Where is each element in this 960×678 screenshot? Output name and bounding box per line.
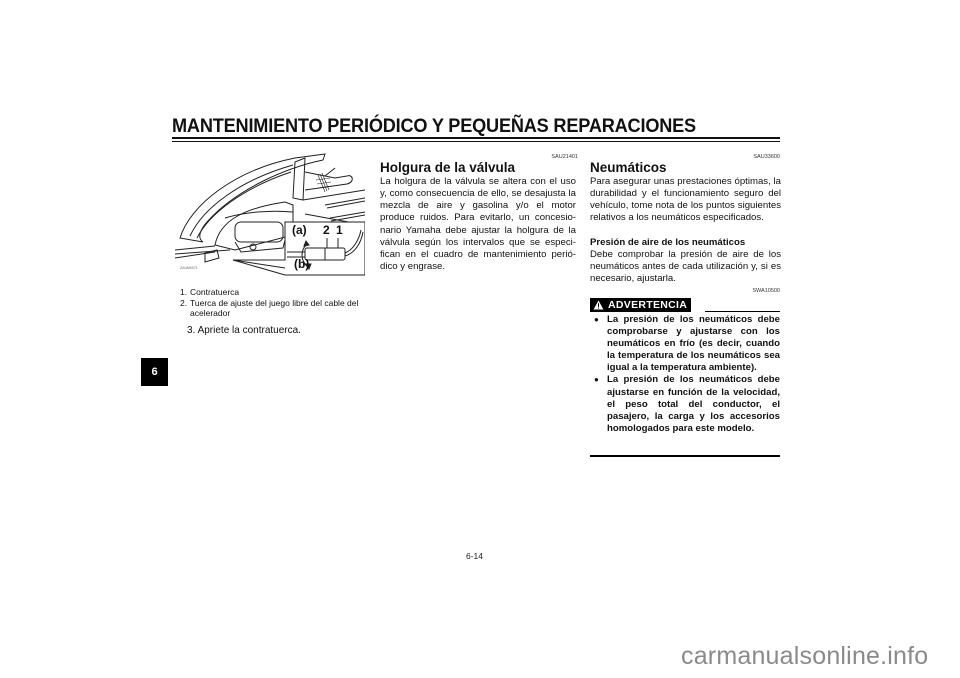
warning-label: ADVERTENCIA <box>608 299 688 311</box>
subsection-heading: Presión de aire de los neumáticos <box>590 237 746 248</box>
legend-item: 1. Contratuerca <box>180 287 240 297</box>
throttle-grip-illustration <box>175 150 365 280</box>
legend-item: 2. Tuerca de ajuste del juego libre del cable del acelerador <box>180 297 359 318</box>
warning-code: SWA10500 <box>752 288 780 294</box>
header-rule-thick <box>172 137 780 139</box>
bullet-icon: ● <box>594 315 599 324</box>
illus-label-a: (a) <box>292 223 307 237</box>
procedure-step: 3. Apriete la contratuerca. <box>187 325 301 336</box>
chapter-tab: 6 <box>141 358 168 386</box>
illustration-legend <box>180 287 365 319</box>
warning-header <box>590 298 780 312</box>
section-code: SAU21401 <box>551 154 578 160</box>
warning-item: ● La presión de los neumáticos debe comprobarse y ajustarse con los neumáticos en frío (es decir, cuando la temperatura de los neumáticos sea igual a la temperatura ambiente). <box>590 314 780 374</box>
section-intro: Para asegurar unas prestaciones óptimas, la durabilidad y el funcionamiento seguro del vehículo, tome nota de los puntos siguientes relativos a los neumáticos especificados. <box>590 176 781 224</box>
warning-bottom-rule <box>590 455 780 457</box>
page-title: MANTENIMIENTO PERIÓDICO Y PEQUEÑAS REPARACIONES <box>172 115 696 137</box>
page-number: 6-14 <box>466 551 484 561</box>
warning-badge <box>590 298 691 312</box>
section-body: La holgura de la válvula se altera con el uso y, como consecuencia de ello, se desajusta la mezcla de aire y gasolina y/o el motor produce ruidos. Para evitarlo, un concesionario Yamaha debe ajustar la holgura de la válvula según los intervalos que se especifican en el cuadro de mantenimiento periódico y engrase. <box>380 176 576 273</box>
illus-label-2: 2 <box>323 223 330 237</box>
warning-list <box>590 314 780 435</box>
illus-label-1: 1 <box>336 223 343 237</box>
warning-item: ● La presión de los neumáticos debe ajustarse en función de la velocidad, el peso total del conductor, el pasajero, la carga y los accesorios homologados para este modelo. <box>590 374 780 434</box>
warning-triangle-icon <box>593 300 604 310</box>
section-heading: Neumáticos <box>590 160 667 175</box>
illus-label-b: (b) <box>294 257 310 271</box>
section-heading: Holgura de la válvula <box>380 160 516 175</box>
header-rule-thin <box>172 141 780 142</box>
bullet-icon: ● <box>594 375 599 385</box>
subsection-body: Debe comprobar la presión de aire de los neumáticos antes de cada utilización y, si es necesario, ajustarla. <box>590 249 781 285</box>
illustration-code: ZAUM0071 <box>180 266 198 270</box>
watermark: carmanualsonline.info <box>681 642 929 670</box>
section-code: SAU33600 <box>753 154 780 160</box>
warning-header-rule <box>705 311 780 312</box>
